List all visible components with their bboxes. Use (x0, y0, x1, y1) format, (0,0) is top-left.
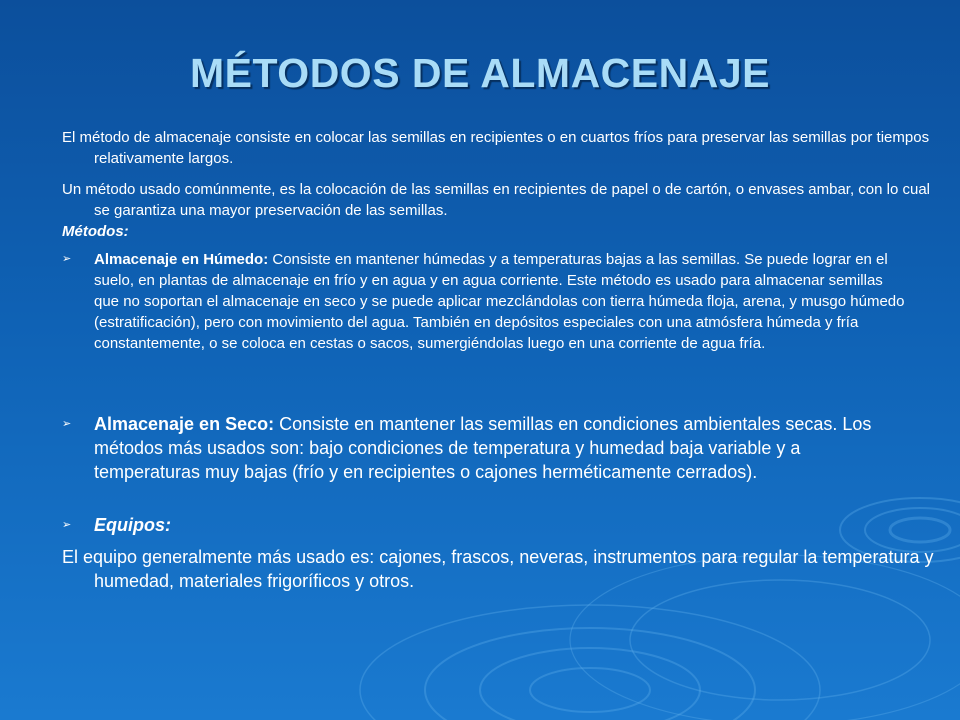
arrowhead-bullet-icon: ➢ (62, 418, 72, 430)
bullet-humedo-body: Consiste en mantener húmedas y a temperaturas bajas a las semillas. Se puede lograr en el suelo, en plantas de almacenaje en frío y en agua y en agua corriente. Este método es usado para almacenar semillas que no soportan el almacenaje en seco y se puede aplicar mezclándolas con tierra húmeda floja, arena, y musgo húmedo (estratificación), pero con movimiento del agua. También en depósitos especiales con una atmósfera húmeda y fría constantemente, o se coloca en cestas o sacos, sumergiéndolas luego en una corriente de agua fría. (94, 251, 905, 352)
intro-paragraph: El método de almacenaje consiste en colocar las semillas en recipientes o en cuartos fríos para preservar las semillas por tiempos relativamente largos. (62, 129, 930, 167)
bullet-equipos-text (94, 513, 908, 537)
bullet-seco-text (94, 412, 908, 484)
bullet-equipos-lead: Equipos: (94, 515, 171, 535)
bullet-humedo-text (94, 249, 908, 354)
bullet-humedo (62, 249, 908, 354)
bullet-seco-body: Consiste en mantener las semillas en condiciones ambientales secas. Los métodos más usados son: bajo condiciones de temperatura y humedad baja variable y a temperaturas muy bajas (frío y en recipientes o cajones herméticamente cerrados). (94, 414, 872, 482)
bullet-seco-lead: Almacenaje en Seco: (94, 414, 275, 434)
slide-title: MÉTODOS DE ALMACENAJE (190, 50, 770, 96)
method-paragraph: Un método usado comúnmente, es la colocación de las semillas en recipientes de papel o de cartón, o envases ambar, con lo cual se garantiza una mayor preservación de las semillas. (62, 181, 931, 219)
bullet-equipos (62, 513, 908, 537)
equipment-paragraph: El equipo generalmente más usado es: cajones, frascos, neveras, instrumentos para regular la temperatura y humedad, materiales frigoríficos y otros. (62, 547, 934, 591)
arrowhead-bullet-icon: ➢ (62, 519, 72, 531)
bullet-humedo-lead: Almacenaje en Húmedo: (94, 251, 269, 268)
arrowhead-bullet-icon: ➢ (62, 253, 72, 265)
bullet-seco (62, 412, 908, 484)
methods-heading: Métodos: (62, 223, 129, 240)
